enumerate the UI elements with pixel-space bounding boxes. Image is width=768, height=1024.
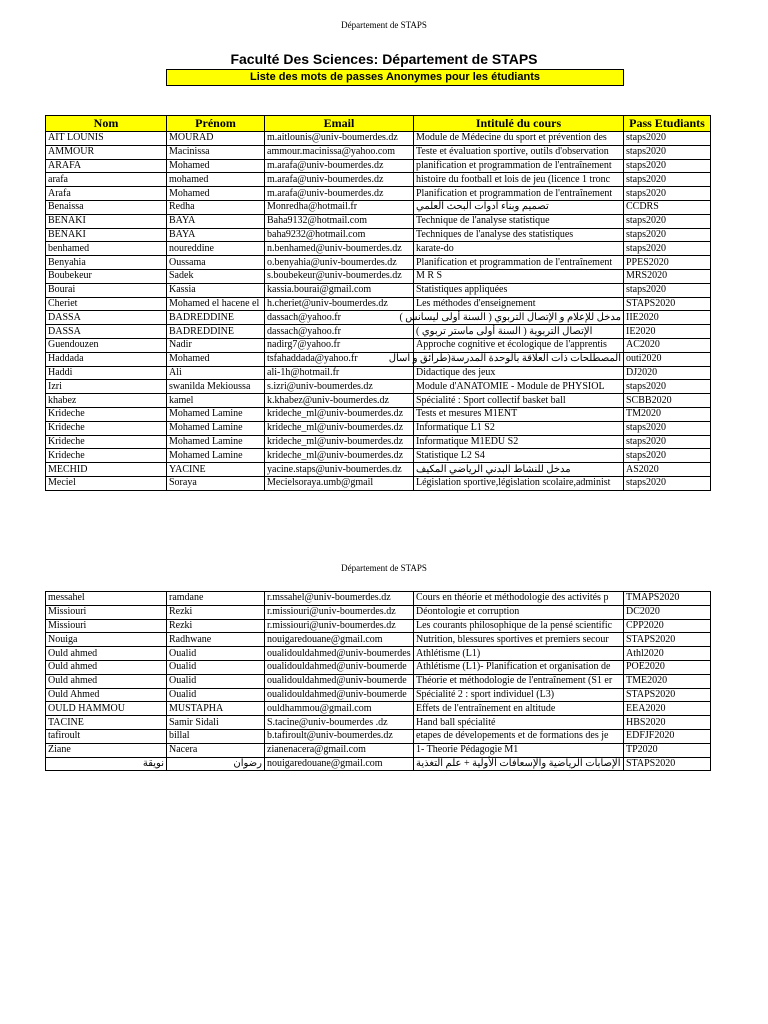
- cell-prenom: Nadir: [167, 338, 265, 352]
- cell-nom: MECHID: [46, 463, 167, 477]
- cell-nom: TACINE: [46, 716, 167, 730]
- cell-nom: khabez: [46, 394, 167, 408]
- cell-pass: STAPS2020: [624, 297, 711, 311]
- cell-email: ouldhammou@gmail.com: [265, 702, 414, 716]
- table-row: [46, 476, 711, 490]
- cell-pass: MRS2020: [624, 269, 711, 283]
- cell-pass: staps2020: [624, 242, 711, 256]
- table-row: [46, 242, 711, 256]
- table-row: [46, 605, 711, 619]
- cell-prenom: swanilda Mekioussa: [167, 380, 265, 394]
- cell-nom: Krideche: [46, 449, 167, 463]
- cell-nom: Izri: [46, 380, 167, 394]
- cell-prenom: Mohamed: [167, 187, 265, 201]
- cell-pass: DC2020: [624, 605, 711, 619]
- cell-email: k.khabez@univ-boumerdes.dz: [265, 394, 414, 408]
- cell-cours: Statistique L2 S4: [414, 449, 624, 463]
- cell-email: nadirg7@yahoo.fr: [265, 338, 414, 352]
- cell-email: krideche_ml@univ-boumerdes.dz: [265, 449, 414, 463]
- cell-pass: staps2020: [624, 159, 711, 173]
- cell-email: Mecielsoraya.umb@gmail: [265, 476, 414, 490]
- cell-prenom: Sadek: [167, 269, 265, 283]
- cell-nom: AIT LOUNIS: [46, 132, 167, 146]
- cell-email: Baha9132@hotmail.com: [265, 214, 414, 228]
- cell-email: m.aitlounis@univ-boumerdes.dz: [265, 132, 414, 146]
- cell-nom: Krideche: [46, 421, 167, 435]
- cell-prenom: Rezki: [167, 619, 265, 633]
- table-row: [46, 256, 711, 270]
- cell-prenom: MUSTAPHA: [167, 702, 265, 716]
- page-header-2: Département de STAPS: [341, 563, 427, 573]
- table-row: [46, 449, 711, 463]
- cell-pass: SCBB2020: [624, 394, 711, 408]
- table-row: [46, 159, 711, 173]
- cell-cours: M R S: [414, 269, 624, 283]
- cell-cours: Module de Médecine du sport et prévention des: [414, 132, 624, 146]
- table-row: [46, 366, 711, 380]
- cell-prenom: Mohamed Lamine: [167, 421, 265, 435]
- cell-pass: outi2020: [624, 352, 711, 366]
- cell-nom: BENAKI: [46, 214, 167, 228]
- table-row: [46, 633, 711, 647]
- cell-pass: staps2020: [624, 132, 711, 146]
- cell-nom: AMMOUR: [46, 145, 167, 159]
- cell-cours: Les méthodes d'enseignement: [414, 297, 624, 311]
- cell-email: s.izri@univ-boumerdes.dz: [265, 380, 414, 394]
- cell-pass: STAPS2020: [624, 688, 711, 702]
- cell-email: krideche_ml@univ-boumerdes.dz: [265, 407, 414, 421]
- cell-prenom: mohamed: [167, 173, 265, 187]
- cell-nom: نويقة: [46, 757, 167, 771]
- cell-email: zianenacera@gmail.com: [265, 743, 414, 757]
- cell-email: krideche_ml@univ-boumerdes.dz: [265, 435, 414, 449]
- cell-cours: المصطلحات ذات العلاقة بالوحدة المدرسة(طرائق و اسال: [414, 352, 624, 366]
- cell-pass: staps2020: [624, 173, 711, 187]
- cell-pass: CCDRS: [624, 200, 711, 214]
- cell-email: b.tafiroult@univ-boumerdes.dz: [265, 729, 414, 743]
- cell-prenom: Redha: [167, 200, 265, 214]
- cell-email: kassia.bourai@gmail.com: [265, 283, 414, 297]
- cell-cours: Spécialité 2 : sport individuel (L3): [414, 688, 624, 702]
- cell-prenom: Nacera: [167, 743, 265, 757]
- cell-cours: Module d'ANATOMIE - Module de PHYSIOL: [414, 380, 624, 394]
- table-body-2: [46, 592, 711, 771]
- cell-email: m.arafa@univ-boumerdes.dz: [265, 159, 414, 173]
- table-row: [46, 463, 711, 477]
- cell-prenom: Samir Sidali: [167, 716, 265, 730]
- cell-prenom: Oualid: [167, 647, 265, 661]
- cell-cours: Teste et évaluation sportive, outils d'observation: [414, 145, 624, 159]
- cell-cours: Didactique des jeux: [414, 366, 624, 380]
- cell-email: m.arafa@univ-boumerdes.dz: [265, 187, 414, 201]
- cell-prenom: Macinissa: [167, 145, 265, 159]
- table-row: [46, 394, 711, 408]
- cell-nom: Cheriet: [46, 297, 167, 311]
- cell-email: ammour.macinissa@yahoo.com: [265, 145, 414, 159]
- cell-cours: Athlétisme (L1)- Planification et organisation de: [414, 660, 624, 674]
- cell-prenom: Rezki: [167, 605, 265, 619]
- cell-email: oualidouldahmed@univ-boumerde: [265, 688, 414, 702]
- cell-pass: CPP2020: [624, 619, 711, 633]
- cell-prenom: kamel: [167, 394, 265, 408]
- cell-email: r.missiouri@univ-boumerdes.dz: [265, 619, 414, 633]
- cell-nom: arafa: [46, 173, 167, 187]
- cell-pass: staps2020: [624, 145, 711, 159]
- cell-cours: karate-do: [414, 242, 624, 256]
- cell-prenom: Soraya: [167, 476, 265, 490]
- cell-nom: messahel: [46, 592, 167, 606]
- cell-pass: staps2020: [624, 214, 711, 228]
- cell-nom: DASSA: [46, 311, 167, 325]
- cell-email: dassach@yahoo.fr: [265, 311, 414, 325]
- cell-pass: TP2020: [624, 743, 711, 757]
- cell-prenom: BADREDDINE: [167, 325, 265, 339]
- cell-email: Monredha@hotmail.fr: [265, 200, 414, 214]
- cell-pass: POE2020: [624, 660, 711, 674]
- cell-nom: OULD HAMMOU: [46, 702, 167, 716]
- table-row: [46, 660, 711, 674]
- cell-pass: IIE2020: [624, 311, 711, 325]
- cell-email: r.mssahel@univ-boumerdes.dz: [265, 592, 414, 606]
- table-body: [46, 132, 711, 491]
- cell-nom: Ould ahmed: [46, 674, 167, 688]
- table-row: [46, 187, 711, 201]
- cell-email: yacine.staps@univ-boumerdes.dz: [265, 463, 414, 477]
- cell-prenom: Oualid: [167, 688, 265, 702]
- table-row: [46, 421, 711, 435]
- cell-email: oualidouldahmed@univ-boumerdes: [265, 647, 414, 661]
- cell-pass: IE2020: [624, 325, 711, 339]
- cell-cours: histoire du football et lois de jeu (licence 1 tronc: [414, 173, 624, 187]
- cell-cours: Théorie et méthodologie de l'entraînement (S1 er: [414, 674, 624, 688]
- cell-nom: Bourai: [46, 283, 167, 297]
- cell-cours: etapes de dévelopements et de formations des je: [414, 729, 624, 743]
- cell-email: r.missiouri@univ-boumerdes.dz: [265, 605, 414, 619]
- cell-prenom: Mohamed el hacene el: [167, 297, 265, 311]
- cell-pass: PPES2020: [624, 256, 711, 270]
- cell-prenom: Mohamed: [167, 159, 265, 173]
- table-row: [46, 132, 711, 146]
- table-row: [46, 200, 711, 214]
- table-row: [46, 592, 711, 606]
- passwords-table: [45, 115, 711, 491]
- cell-nom: DASSA: [46, 325, 167, 339]
- cell-email: s.boubekeur@univ-boumerdes.dz: [265, 269, 414, 283]
- cell-pass: staps2020: [624, 449, 711, 463]
- cell-cours: Effets de l'entraînement en altitude: [414, 702, 624, 716]
- cell-email: oualidouldahmed@univ-boumerde: [265, 674, 414, 688]
- cell-nom: Haddi: [46, 366, 167, 380]
- cell-nom: Ould ahmed: [46, 660, 167, 674]
- table-row: [46, 145, 711, 159]
- cell-nom: Ould Ahmed: [46, 688, 167, 702]
- cell-cours: Tests et mesures M1ENT: [414, 407, 624, 421]
- table-header-row: [46, 116, 711, 132]
- passwords-table-2: [45, 591, 711, 771]
- cell-email: dassach@yahoo.fr: [265, 325, 414, 339]
- table-row: [46, 619, 711, 633]
- table-row: [46, 688, 711, 702]
- cell-nom: Haddada: [46, 352, 167, 366]
- cell-nom: ARAFA: [46, 159, 167, 173]
- cell-cours: Techniques de l'analyse des statistiques: [414, 228, 624, 242]
- cell-pass: staps2020: [624, 283, 711, 297]
- cell-prenom: YACINE: [167, 463, 265, 477]
- table-row: [46, 269, 711, 283]
- cell-cours: Nutrition, blessures sportives et premiers secour: [414, 633, 624, 647]
- table-row: [46, 435, 711, 449]
- cell-prenom: Kassia: [167, 283, 265, 297]
- cell-nom: Nouiga: [46, 633, 167, 647]
- cell-prenom: Oualid: [167, 674, 265, 688]
- table-row: [46, 338, 711, 352]
- cell-email: tsfahaddada@yahoo.fr: [265, 352, 414, 366]
- table-row: [46, 283, 711, 297]
- cell-nom: Ould ahmed: [46, 647, 167, 661]
- cell-prenom: رضوان: [167, 757, 265, 771]
- page-header: Département de STAPS: [341, 20, 427, 30]
- table-row: [46, 214, 711, 228]
- table-row: [46, 729, 711, 743]
- cell-cours: 1- Theorie Pédagogie M1: [414, 743, 624, 757]
- cell-prenom: BAYA: [167, 214, 265, 228]
- cell-cours: مدخل للإعلام و الإتصال التربوي ( السنة أولى ليسانس ): [414, 311, 624, 325]
- cell-nom: Krideche: [46, 407, 167, 421]
- cell-cours: مدخل للنشاط البدني الرياضي المكيف: [414, 463, 624, 477]
- cell-cours: Législation sportive,législation scolaire,administ: [414, 476, 624, 490]
- cell-cours: تصميم وبناء ادوات البحث العلمي: [414, 200, 624, 214]
- cell-prenom: Radhwane: [167, 633, 265, 647]
- cell-cours: الإتصال التربوية ( السنة أولى ماستر تربوي ): [414, 325, 624, 339]
- cell-prenom: MOURAD: [167, 132, 265, 146]
- table-row: [46, 757, 711, 771]
- cell-pass: TMAPS2020: [624, 592, 711, 606]
- cell-email: nouigaredouane@gmail.com: [265, 633, 414, 647]
- table-row: [46, 228, 711, 242]
- cell-pass: TM2020: [624, 407, 711, 421]
- cell-pass: STAPS2020: [624, 633, 711, 647]
- cell-email: baha9232@hotmail.com: [265, 228, 414, 242]
- cell-prenom: Mohamed Lamine: [167, 407, 265, 421]
- cell-email: m.arafa@univ-boumerdes.dz: [265, 173, 414, 187]
- cell-prenom: BADREDDINE: [167, 311, 265, 325]
- cell-pass: Athl2020: [624, 647, 711, 661]
- cell-pass: staps2020: [624, 421, 711, 435]
- cell-prenom: noureddine: [167, 242, 265, 256]
- cell-cours: Planification et programmation de l'entraînement: [414, 187, 624, 201]
- cell-pass: staps2020: [624, 435, 711, 449]
- cell-pass: TME2020: [624, 674, 711, 688]
- column-header-prenom: Prénom: [167, 116, 265, 132]
- table-row: [46, 407, 711, 421]
- cell-email: S.tacine@univ-boumerdes .dz: [265, 716, 414, 730]
- cell-pass: HBS2020: [624, 716, 711, 730]
- cell-pass: STAPS2020: [624, 757, 711, 771]
- cell-email: n.benhamed@univ-boumerdes.dz: [265, 242, 414, 256]
- cell-prenom: billal: [167, 729, 265, 743]
- table-row: [46, 311, 711, 325]
- table-row: [46, 743, 711, 757]
- cell-nom: tafiroult: [46, 729, 167, 743]
- cell-nom: Benyahia: [46, 256, 167, 270]
- cell-nom: Missiouri: [46, 619, 167, 633]
- cell-pass: staps2020: [624, 187, 711, 201]
- cell-cours: Technique de l'analyse statistique: [414, 214, 624, 228]
- cell-pass: staps2020: [624, 228, 711, 242]
- cell-prenom: Oussama: [167, 256, 265, 270]
- cell-cours: Les courants philosophique de la pensé scientific: [414, 619, 624, 633]
- column-header-email: Email: [265, 116, 414, 132]
- column-header-cours: Intitulé du cours: [414, 116, 624, 132]
- cell-prenom: BAYA: [167, 228, 265, 242]
- cell-pass: AS2020: [624, 463, 711, 477]
- cell-prenom: Mohamed Lamine: [167, 435, 265, 449]
- table-row: [46, 702, 711, 716]
- cell-nom: Ziane: [46, 743, 167, 757]
- cell-prenom: Oualid: [167, 660, 265, 674]
- cell-cours: Cours en théorie et méthodologie des activités p: [414, 592, 624, 606]
- table-row: [46, 380, 711, 394]
- cell-pass: staps2020: [624, 476, 711, 490]
- cell-cours: Spécialité : Sport collectif basket ball: [414, 394, 624, 408]
- table-row: [46, 297, 711, 311]
- cell-email: ali-1h@hotmail.fr: [265, 366, 414, 380]
- cell-cours: Déontologie et corruption: [414, 605, 624, 619]
- cell-cours: Approche cognitive et écologique de l'apprentis: [414, 338, 624, 352]
- table-row: [46, 674, 711, 688]
- cell-pass: DJ2020: [624, 366, 711, 380]
- cell-pass: staps2020: [624, 380, 711, 394]
- cell-prenom: Ali: [167, 366, 265, 380]
- table-row: [46, 647, 711, 661]
- cell-nom: Missiouri: [46, 605, 167, 619]
- cell-cours: Statistiques appliquées: [414, 283, 624, 297]
- cell-email: krideche_ml@univ-boumerdes.dz: [265, 421, 414, 435]
- cell-nom: Arafa: [46, 187, 167, 201]
- table-row: [46, 716, 711, 730]
- cell-nom: Boubekeur: [46, 269, 167, 283]
- cell-email: oualidouldahmed@univ-boumerde: [265, 660, 414, 674]
- cell-cours: planification et programmation de l'entraînement: [414, 159, 624, 173]
- cell-cours: Hand ball spécialité: [414, 716, 624, 730]
- cell-pass: EEA2020: [624, 702, 711, 716]
- table-row: [46, 173, 711, 187]
- table-row: [46, 325, 711, 339]
- column-header-pass: Pass Etudiants: [624, 116, 711, 132]
- cell-prenom: Mohamed Lamine: [167, 449, 265, 463]
- cell-pass: EDFJF2020: [624, 729, 711, 743]
- cell-cours: Planification et programmation de l'entraînement: [414, 256, 624, 270]
- cell-nom: benhamed: [46, 242, 167, 256]
- document-title: Faculté Des Sciences: Département de STAPS: [230, 51, 538, 67]
- cell-nom: Krideche: [46, 435, 167, 449]
- table-row: [46, 352, 711, 366]
- cell-prenom: ramdane: [167, 592, 265, 606]
- cell-nom: Guendouzen: [46, 338, 167, 352]
- cell-cours: الإصابات الرياضية والإسعافات الأولية + علم التغذية: [414, 757, 624, 771]
- cell-email: h.cheriet@univ-boumerdes.dz: [265, 297, 414, 311]
- cell-nom: Meciel: [46, 476, 167, 490]
- cell-email: o.benyahia@univ-boumerdes.dz: [265, 256, 414, 270]
- cell-nom: Benaissa: [46, 200, 167, 214]
- cell-cours: Athlétisme (L1): [414, 647, 624, 661]
- cell-cours: Informatique M1EDU S2: [414, 435, 624, 449]
- cell-prenom: Mohamed: [167, 352, 265, 366]
- cell-cours: Informatique L1 S2: [414, 421, 624, 435]
- document-subtitle: Liste des mots de passes Anonymes pour les étudiants: [166, 69, 624, 86]
- column-header-nom: Nom: [46, 116, 167, 132]
- cell-email: nouigaredouane@gmail.com: [265, 757, 414, 771]
- cell-nom: BENAKI: [46, 228, 167, 242]
- cell-pass: AC2020: [624, 338, 711, 352]
